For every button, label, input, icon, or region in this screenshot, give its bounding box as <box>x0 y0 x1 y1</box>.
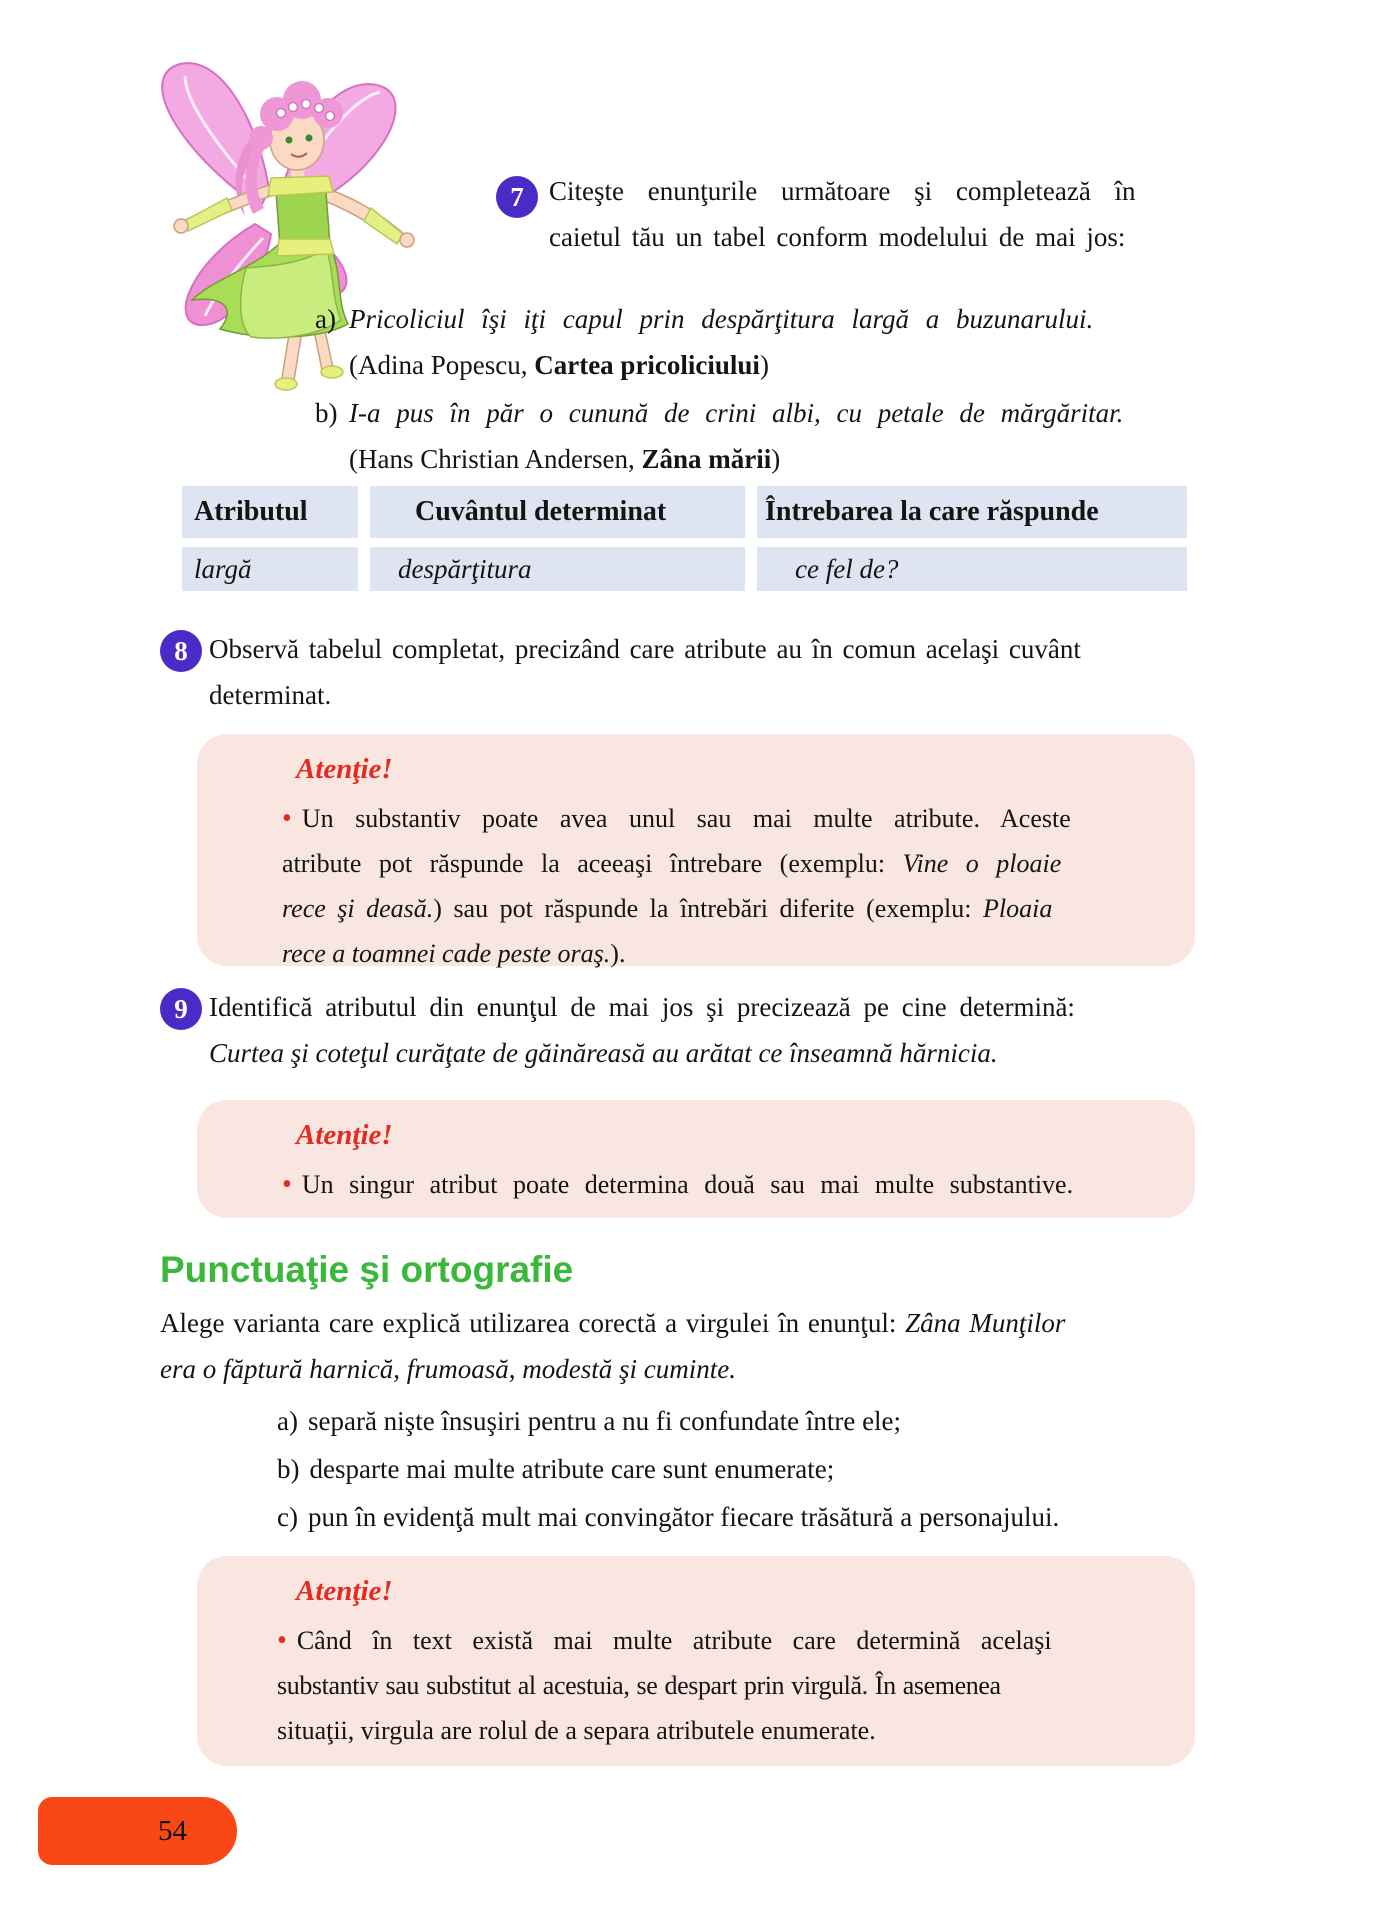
exercise-7-line-1: Citeşte enunţurile următoare şi completează în <box>549 176 1136 206</box>
attention-1-example: Ploaia <box>983 894 1053 923</box>
attention-1-example: Vine o ploaie <box>902 849 1062 878</box>
table-header-intrebarea: Întrebarea la care răspunde <box>757 486 1187 538</box>
example-a-source-title: Cartea pricoliciului <box>534 350 760 380</box>
option-a-label: a) <box>277 1406 298 1436</box>
example-item-b <box>315 390 1215 482</box>
attention-box-2 <box>197 1100 1195 1218</box>
exercise-9-number-badge: 9 <box>160 988 202 1030</box>
option-c <box>277 1494 1059 1540</box>
section-intro-example: Zâna Munţilor <box>905 1308 1066 1338</box>
attention-box-3 <box>197 1556 1195 1766</box>
page-number-tab <box>38 1797 237 1865</box>
attention-2-line-1 <box>282 1162 1150 1207</box>
attention-1-line-3 <box>282 886 1150 931</box>
example-b-quote: I-a pus în păr o cunună de crini albi, cu petale de mărgăritar. <box>349 398 1124 428</box>
table-cell-cuvant: despărţitura <box>370 547 745 591</box>
attention-2-text: Un singur atribut poate determina două sau mai multe substantive. <box>301 1170 1074 1199</box>
example-a-label: a) <box>315 304 336 334</box>
example-b-source-line <box>315 436 1215 482</box>
table-header-row <box>182 486 1187 538</box>
option-b-text: desparte mai multe atribute care sunt enumerate; <box>309 1454 835 1484</box>
option-c-text: pun în evidenţă mult mai convingător fiecare trăsătură a personajului. <box>307 1502 1060 1532</box>
page-number: 54 <box>158 1814 187 1847</box>
example-b-source-title: Zâna mării <box>641 444 772 474</box>
table-cell-intrebare: ce fel de? <box>757 547 1187 591</box>
attention-box-1 <box>197 734 1195 966</box>
attention-1-line-1 <box>282 796 1150 841</box>
exercise-9-example-sentence: Curtea şi coteţul curăţate de găinăreasă au arătat ce înseamnă hărnicia. <box>209 1038 998 1068</box>
option-c-label: c) <box>277 1502 298 1532</box>
example-a-quote: Pricoliciul îşi iţi capul prin despărţitura largă a buzunarului. <box>349 304 1094 334</box>
table-header-atributul: Atributul <box>182 486 358 538</box>
exercise-7-instruction <box>549 168 1200 260</box>
section-intro-line-1 <box>160 1300 1200 1346</box>
attention-1-example: rece a toamnei cade peste oraş. <box>282 939 611 968</box>
attention-1-line-2 <box>282 841 1150 886</box>
exercise-7-line-2: caietul tău un tabel conform modelului de mai jos: <box>549 222 1126 252</box>
example-item-a <box>315 296 1215 388</box>
attention-3-line-1 <box>277 1618 1150 1663</box>
example-b-source-suffix: ) <box>771 444 781 474</box>
table-header-cuvantul-determinat: Cuvântul determinat <box>370 486 745 538</box>
example-b-quote-line <box>315 390 1215 436</box>
attention-1-text: ). <box>610 939 626 968</box>
exercise-8-line-2: determinat. <box>209 680 332 710</box>
example-b-source-prefix: (Hans Christian Andersen, <box>349 444 642 474</box>
attention-1-text: Un substantiv poate avea unul sau mai multe atribute. Aceste <box>301 804 1071 833</box>
option-b <box>277 1446 834 1492</box>
option-b-label: b) <box>277 1454 300 1484</box>
attention-1-text: atribute pot răspunde la aceeaşi întrebare (exemplu: <box>282 849 903 878</box>
attention-2-title: Atenţie! <box>296 1119 393 1151</box>
option-a <box>277 1398 901 1444</box>
example-a-source-line <box>315 342 1215 388</box>
exercise-9-instruction <box>209 984 1200 1076</box>
attention-1-example: rece şi deasă. <box>282 894 434 923</box>
exercise-8-instruction <box>209 626 1200 718</box>
section-intro <box>160 1300 1200 1392</box>
attention-3-title: Atenţie! <box>296 1575 393 1607</box>
red-bullet-icon: • <box>282 803 292 834</box>
attention-1-title: Atenţie! <box>296 753 393 785</box>
exercise-9-line-1: Identifică atributul din enunţul de mai jos şi precizează pe cine determină: <box>209 992 1075 1022</box>
attention-3-line-3: situaţii, virgula are rolul de a separa atributele enumerate. <box>277 1716 876 1745</box>
example-a-source-prefix: (Adina Popescu, <box>349 350 535 380</box>
attention-1-line-4 <box>282 931 1150 976</box>
example-a-source-suffix: ) <box>759 350 769 380</box>
exercise-8-number-badge: 8 <box>160 630 202 672</box>
section-intro-text: Alege varianta care explică utilizarea corectă a virgulei în enunţul: <box>160 1308 906 1338</box>
example-a-quote-line <box>315 296 1215 342</box>
attributes-table <box>182 486 1187 600</box>
red-bullet-icon: • <box>277 1625 287 1656</box>
section-heading-punctuatie: Punctuaţie şi ortografie <box>160 1249 574 1290</box>
exercise-7-number-badge: 7 <box>496 176 538 218</box>
table-row <box>182 547 1187 591</box>
red-bullet-icon: • <box>282 1169 292 1200</box>
option-a-text: separă nişte însuşiri pentru a nu fi confundate între ele; <box>307 1406 902 1436</box>
attention-3-line-2: substantiv sau substitut al acestuia, se despart prin virgulă. În asemenea <box>277 1671 1001 1700</box>
attention-3-text: Când în text există mai multe atribute care determină acelaşi <box>296 1626 1052 1655</box>
exercise-8-line-1: Observă tabelul completat, precizând care atribute au în comun acelaşi cuvânt <box>209 634 1081 664</box>
attention-1-text: ) sau pot răspunde la întrebări diferite (exemplu: <box>433 894 983 923</box>
example-b-label: b) <box>315 398 338 428</box>
section-intro-line-2: era o făptură harnică, frumoasă, modestă şi cuminte. <box>160 1354 736 1384</box>
table-cell-atribut: largă <box>182 547 358 591</box>
